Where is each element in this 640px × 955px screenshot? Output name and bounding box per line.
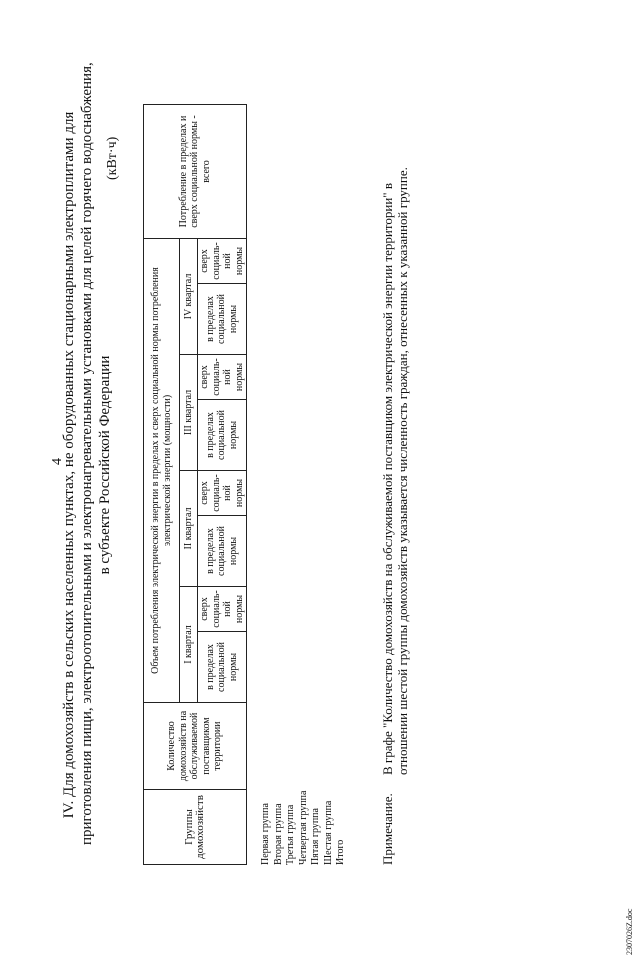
header-count: Количество домохозяйств на обслуживаемой поставщиком территории	[144, 703, 247, 790]
row-label: Вторая группа	[272, 803, 284, 865]
header-within-norm: в пределах социальной нормы	[198, 516, 247, 587]
header-above-norm: сверх социаль- ной нормы	[198, 471, 247, 516]
row-label: Четвертая группа	[297, 790, 309, 865]
row-label: Третья группа	[285, 804, 296, 865]
header-above-norm: сверх социаль- ной нормы	[198, 239, 247, 284]
row-label: Шестая группа	[322, 800, 334, 865]
header-volume: Объем потребления электрической энергии в пределах и сверх социальной нормы потребления электрической энергии (мощности)	[144, 239, 180, 703]
header-above-norm: сверх социаль- ной нормы	[198, 587, 247, 632]
note-label: Примечание.	[380, 793, 395, 865]
header-above-norm: сверх социаль- ной нормы	[198, 355, 247, 400]
row-label: Пятая группа	[310, 808, 321, 865]
title-line: IV. Для домохозяйств в сельских населенных пунктах, не оборудованных стационарными электроплитами для	[61, 111, 77, 819]
row-labels	[260, 791, 348, 865]
header-within-norm: в пределах социальной нормы	[198, 400, 247, 471]
row-label: Первая группа	[260, 803, 271, 865]
header-quarter-2: II квартал	[180, 471, 198, 587]
note-text: В графе "Количество домохозяйств на обслуживаемой поставщиком электрической энергии территории" в отношении шестой группы домохозяйств указывается численность граждан, отнесенных к указанной группе.	[380, 167, 410, 775]
title-line: в субъекте Российской Федерации	[97, 355, 113, 575]
header-quarter-1: I квартал	[180, 587, 198, 703]
header-within-norm: в пределах социальной нормы	[198, 284, 247, 355]
header-total: Потребление в пределах и сверх социальной нормы - всего	[144, 105, 247, 239]
header-within-norm: в пределах социальной нормы	[198, 632, 247, 703]
header-quarter-3: III квартал	[180, 355, 198, 471]
footer-filename: 2307026Z.doc	[625, 908, 634, 955]
unit-label: (кВт·ч)	[105, 136, 120, 180]
header-groups: Группы домохозяйств	[144, 790, 247, 865]
header-quarter-4: IV квартал	[180, 239, 198, 355]
row-label: Итого	[335, 839, 346, 865]
consumption-table	[143, 104, 247, 865]
section-title	[60, 62, 114, 845]
page-number: 4	[50, 458, 65, 465]
title-line: приготовления пищи, электроотопительными и электронагревательными установками для целей горячего водоснабжения,	[79, 62, 95, 845]
